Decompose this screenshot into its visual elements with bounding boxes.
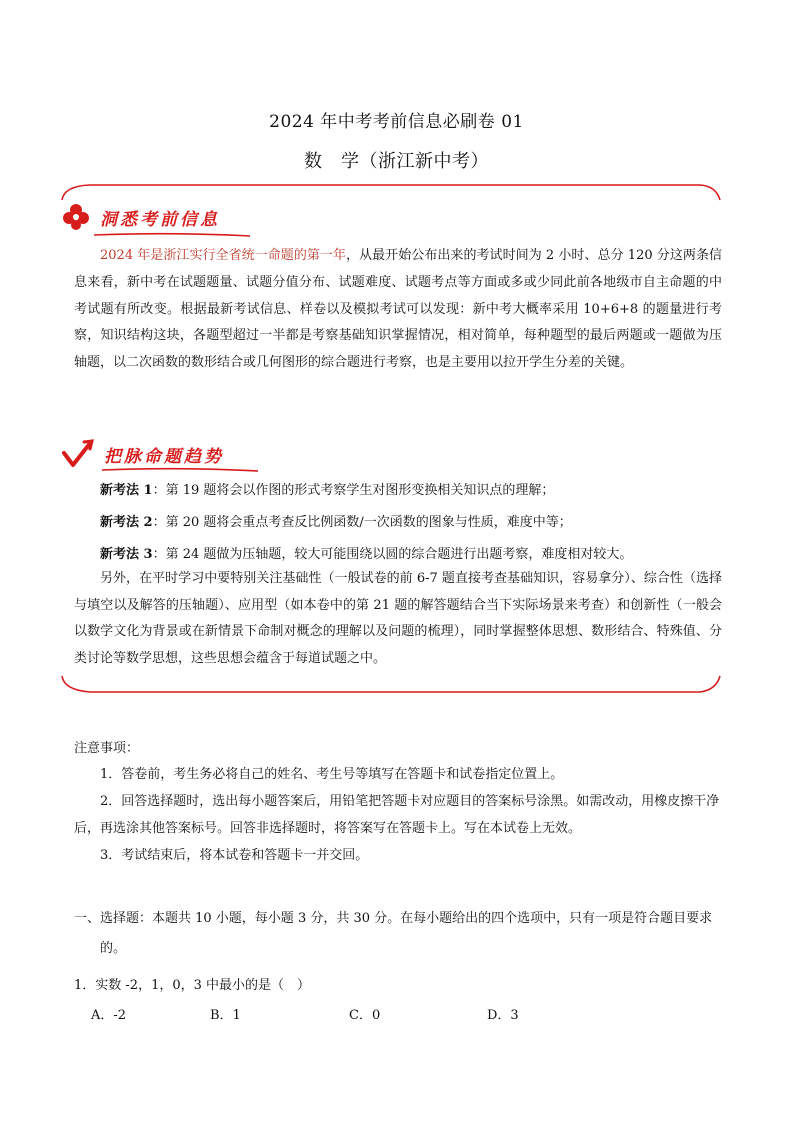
note-item: 2．回答选择题时，选出每小题答案后，用铅笔把答题卡对应题目的答案标号涂黑。如需改动，用橡皮擦干净后，再选涂其他答案标号。回答非选择题时，将答案写在答题卡上。写在本试卷上无效。: [74, 794, 720, 836]
option-a: A．-2: [91, 1008, 127, 1023]
notes-title: 注意事项：: [74, 741, 140, 756]
new-method-1: 新考法 1：第 19 题将会以作图的形式考察学生对图形变换相关知识点的理解；: [100, 483, 555, 498]
page-title: 2024 年中考考前信息必刷卷 01: [269, 112, 524, 132]
heading-underline: [100, 467, 260, 473]
question-1-stem: 1．实数 -2，1，0，3 中最小的是（ ）: [74, 978, 311, 993]
check-arrow-icon: [62, 439, 94, 469]
note-item: 3．考试结束后，将本试卷和答题卡一并交回。: [100, 848, 369, 863]
section-heading-text: 把脉命题趋势: [104, 446, 224, 467]
option-b: B．1: [210, 1008, 241, 1023]
new-method-3: 新考法 3：第 24 题做为压轴题，较大可能围绕以圆的综合题进行出题考察，难度相对较大。: [100, 547, 633, 562]
page-subtitle: 数 学（浙江新中考）: [304, 151, 489, 172]
section-instructions: 一、选择题：本题共 10 小题，每小题 3 分，共 30 分。在每小题给出的四个选项中，只有一项是符合题目要求的。: [74, 911, 713, 956]
new-method-2: 新考法 2：第 20 题将会重点考查反比例函数/一次函数的图象与性质，难度中等；: [100, 515, 572, 530]
exam-info-highlight: 2024 年是浙江实行全省统一命题的第一年: [100, 248, 347, 263]
option-c: C．0: [349, 1008, 381, 1023]
section-heading-text: 洞悉考前信息: [100, 209, 220, 230]
clover-icon: [62, 203, 90, 231]
heading-underline: [92, 232, 252, 238]
section-heading-exam-info: [62, 199, 220, 235]
exam-info-text: ，从最开始公布出来的考试时间为 2 小时、总分 120 分这两条信息来看，新中考在试题题量、试题分值分布、试题难度、试题考点等方面或多或少同此前各地级市自主命题的中考试题有所改变。根据最新考试信息、样卷以及模拟考试可以发现：新中考大概率采用 10+6+8 的题量进行考察，知识结构这块，各题型超过一半都是考察基础知识掌握情况，相对简单，每种题型的最后两题或一题做为压轴题，以二次函数的数形结合或几何图形的综合题进行考察，也是主要用以拉开学生分差的关键。: [74, 248, 722, 371]
trend-extra-paragraph: 另外，在平时学习中要特别关注基础性（一般试卷的前 6-7 题直接考查基础知识，容易拿分）、综合性（选择与填空以及解答的压轴题）、应用型（如本卷中的第 21 题的解答题结合当下实际场景来考查）和创新性（一般会以数学文化为背景或在新情景下命制对概念的理解以及问题的梳理），同时掌握整体思想、数形结合、特殊值、分类讨论等数学思想，这些思想会蕴含于每道试题之中。: [74, 571, 722, 666]
note-item: 1．答卷前，考生务必将自己的姓名、考生号等填写在答题卡和试卷指定位置上。: [100, 767, 564, 782]
option-d: D．3: [487, 1008, 519, 1023]
exam-info-paragraph: [74, 243, 722, 377]
notes-list: [74, 761, 722, 869]
